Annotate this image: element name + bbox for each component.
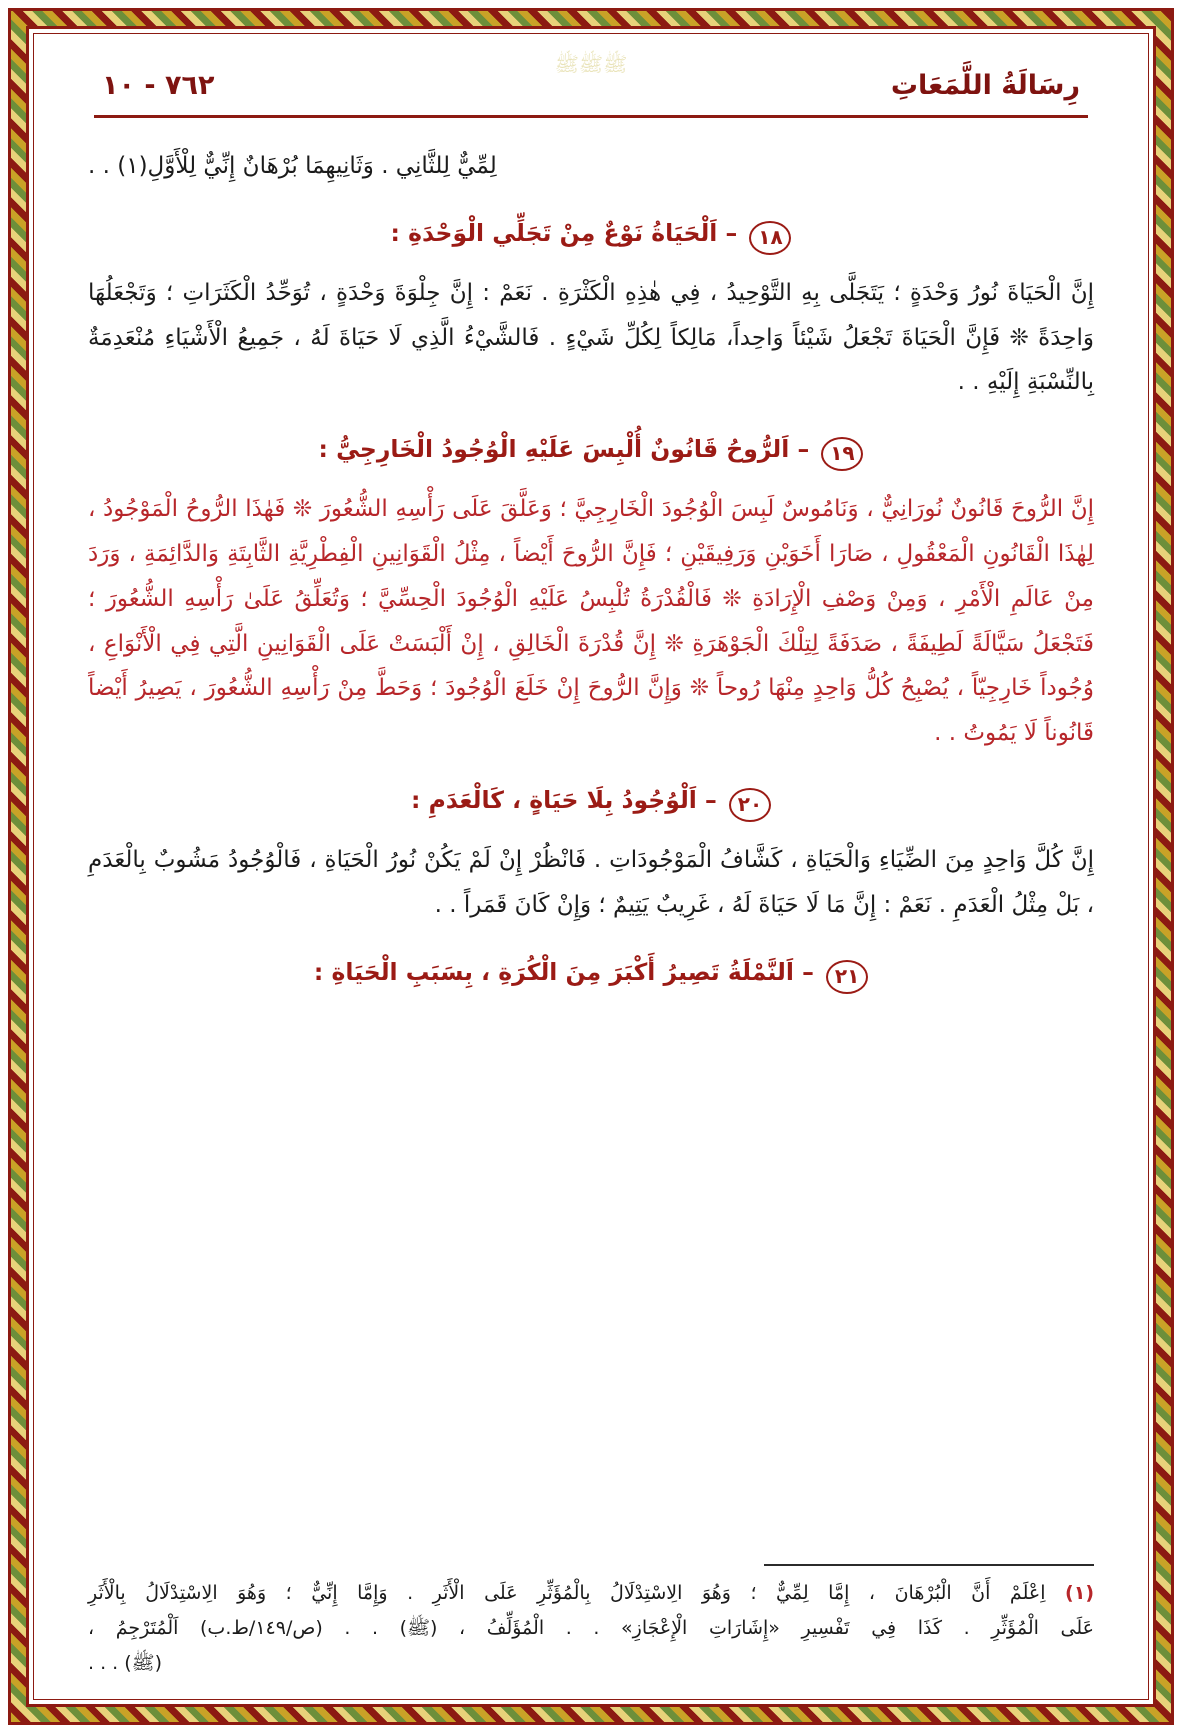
section-title-19: – اَلرُّوحُ قَانُونٌ أُلْبِسَ عَلَيْهِ الْوُجُودُ الْخَارِجِيُّ :	[318, 435, 810, 464]
section-title-21: – اَلنَّمْلَةُ تَصِيرُ أَكْبَرَ مِنَ الْكُرَةِ ، بِسَبَبِ الْحَيَاةِ :	[313, 957, 814, 986]
section-title-18: – اَلْحَيَاةُ نَوْعٌ مِنْ تَجَلِّي الْوَحْدَةِ :	[390, 218, 738, 247]
section-number-21: ٢١	[826, 960, 868, 994]
footnote-marker: (١)	[1065, 1581, 1094, 1604]
footnote-text-1: اِعْلَمْ أَنَّ الْبُرْهَانَ ، إِمَّا لِمِّيٌّ ؛ وَهُوَ الِاسْتِدْلَالُ بِالْمُؤَثِّرِ عَلَى الْأَثَرِ . وَإِمَّا إِنِّيٌّ ؛ وَهُوَ الِاسْتِدْلَالُ بِالْأَثَرِ	[88, 1581, 1046, 1604]
page-body	[88, 144, 1094, 1554]
book-title: رِسَالَةُ اللَّمَعَاتِ	[890, 70, 1080, 101]
section-19-paragraph: إِنَّ الرُّوحَ قَانُونٌ نُورَانِيٌّ ، وَنَامُوسٌ لَبِسَ الْوُجُودَ الْخَارِجِيَّ ؛ وَعَلَّقَ عَلَى رَأْسِهِ الشُّعُورَ ❊ فَهٰذَا الرُّوحُ الْمَوْجُودُ ، لِهٰذَا الْقَانُونِ الْمَعْقُولِ ، صَارَا أَخَوَيْنِ وَرَفِيقَيْنِ ؛ فَإِنَّ الرُّوحَ أَيْضاً ، مِثْلُ الْقَوَانِينِ الْفِطْرِيَّةِ الثَّابِتَةِ وَالدَّائِمَةِ ، وَرَدَ مِنْ عَالَمِ الْأَمْرِ ، وَمِنْ وَصْفِ الْإِرَادَةِ ❊ فَالْقُدْرَةُ تُلْبِسُ عَلَيْهِ الْوُجُودَ الْحِسِّيَّ ؛ وَتُعَلِّقُ عَلَىٰ رَأْسِهِ الشُّعُورَ ؛ فَتَجْعَلُ سَيَّالَةً لَطِيفَةً ، صَدَفَةً لِتِلْكَ الْجَوْهَرَةِ ❊ إِنَّ قُدْرَةَ الْخَالِقِ ، إِنْ أَلْبَسَتْ عَلَى الْقَوَانِينِ الَّتِي فِي الْأَنْوَاعِ ، وُجُوداً خَارِجِيّاً ، يُصْبِحُ كُلُّ وَاحِدٍ مِنْهَا رُوحاً ❊ وَإِنَّ الرُّوحَ إِنْ خَلَعَ الْوُجُودَ ؛ وَحَطَّ مِنْ رَأْسِهِ الشُّعُورَ ، يَصِيرُ أَيْضاً قَانُوناً لَا يَمُوتُ . .	[88, 496, 1094, 747]
section-title-20: – اَلْوُجُودُ بِلَا حَيَاةٍ ، كَالْعَدَمِ :	[411, 786, 717, 815]
watermark: ﷺﷺﷺ	[554, 52, 628, 76]
footnote-separator	[764, 1564, 1094, 1566]
section-number-18: ١٨	[749, 221, 791, 255]
section-18-paragraph: إِنَّ الْحَيَاةَ نُورُ وَحْدَةٍ ؛ يَتَجَلَّى بِهِ التَّوْحِيدُ ، فِي هٰذِهِ الْكَثْرَةِ . نَعَمْ : إِنَّ جِلْوَةَ وَحْدَةٍ ، تُوَحِّدُ الْكَثَرَاتِ ؛ وَتَجْعَلُهَا وَاحِدَةً ❊ فَإِنَّ الْحَيَاةَ تَجْعَلُ شَيْئاً وَاحِداً، مَالِكاً لِكُلِّ شَيْءٍ . فَالشَّيْءُ الَّذِي لَا حَيَاةَ لَهُ ، جَمِيعُ الْأَشْيَاءِ مُنْعَدِمَةٌ بِالنِّسْبَةِ إِلَيْهِ . .	[88, 279, 1094, 396]
section-heading-20	[88, 778, 1094, 824]
footnote-line-1	[88, 1576, 1094, 1611]
section-number-20: ٢٠	[729, 788, 771, 822]
footnote-line-2: عَلَى الْمُؤَثِّرِ . كَذَا فِي تَفْسِيرِ «إِشَارَاتِ الْإِعْجَازِ» . . الْمُؤَلِّفُ ، (ﷺ) . . (ص/١٤٩/ط.ب) اَلْمُتَرْجِمُ ،	[88, 1616, 1094, 1639]
section-20-paragraph: إِنَّ كُلَّ وَاحِدٍ مِنَ الضِّيَاءِ وَالْحَيَاةِ ، كَشَّافُ الْمَوْجُودَاتِ . فَانْظُرْ إِنْ لَمْ يَكُنْ نُورُ الْحَيَاةِ ، فَالْوُجُودُ مَشُوبٌ بِالْعَدَمِ ، بَلْ مِثْلُ الْعَدَمِ . نَعَمْ : إِنَّ مَا لَا حَيَاةَ لَهُ ، غَرِيبٌ يَتِيمٌ ؛ وَإِنْ كَانَ قَمَراً . .	[88, 846, 1094, 918]
section-heading-21	[88, 950, 1094, 996]
footnote-block	[88, 1576, 1094, 1681]
opening-line: لِمِّيٌّ لِلثَّانِي . وَثَانِيهِمَا بُرْهَانٌ إِنِّيٌّ لِلْأَوَّلِ(١) . .	[88, 153, 497, 179]
page-content	[42, 42, 1140, 1691]
page-number: ٧٦٢ - ١٠	[102, 70, 215, 101]
section-heading-19	[88, 427, 1094, 473]
page-header	[88, 70, 1094, 101]
section-number-19: ١٩	[821, 437, 863, 471]
header-divider	[94, 115, 1088, 118]
section-heading-18	[88, 211, 1094, 257]
footnote-line-3: (ﷺ) . . .	[88, 1651, 163, 1674]
